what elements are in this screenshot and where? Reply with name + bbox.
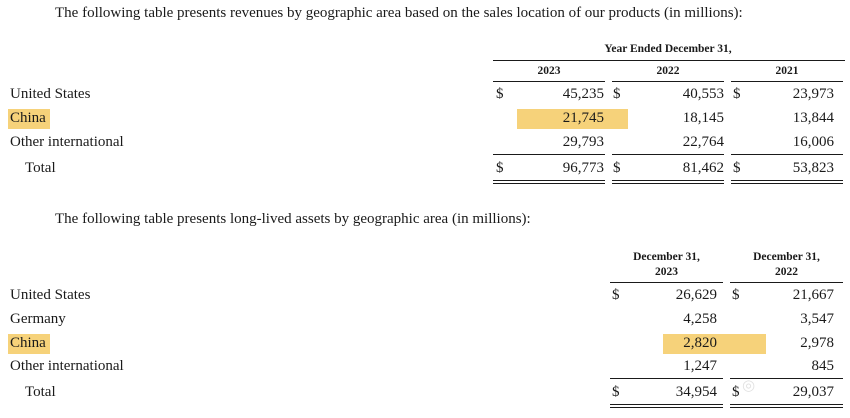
col-rule — [610, 282, 723, 283]
row-label-china: China — [10, 110, 46, 126]
total-value: 34,954 — [675, 384, 717, 400]
watermark-icon: ◎ — [742, 376, 756, 394]
total-double-rule — [612, 180, 724, 184]
cell-value: 26,629 — [675, 287, 717, 303]
cell-value: 18,145 — [682, 110, 724, 126]
col-header-2022: 2022 — [656, 65, 680, 77]
row-label-total: Total — [25, 160, 56, 176]
cell-value: 2,820 — [683, 335, 717, 351]
currency-symbol: $ — [496, 160, 504, 176]
total-value: 96,773 — [562, 160, 604, 176]
currency-symbol: $ — [613, 86, 621, 102]
cell-value: 845 — [811, 358, 834, 374]
currency-symbol: $ — [732, 287, 740, 303]
total-double-rule — [730, 404, 843, 408]
currency-symbol: $ — [613, 160, 621, 176]
col-header-dec-2023-line1: December 31, — [633, 251, 700, 263]
cell-value: 2,978 — [800, 335, 834, 351]
cell-value: 4,258 — [683, 311, 717, 327]
cell-value: 21,745 — [562, 110, 604, 126]
row-label-other-international: Other international — [10, 134, 124, 150]
header-rule — [493, 60, 845, 61]
total-double-rule — [610, 404, 723, 408]
col-rule — [730, 282, 843, 283]
currency-symbol: $ — [496, 86, 504, 102]
cell-value: 13,844 — [792, 110, 834, 126]
total-double-rule — [731, 180, 843, 184]
assets-table-intro: The following table presents long-lived assets by geographic area (in millions): — [55, 211, 531, 227]
col-header-dec-2023-line2: 2023 — [655, 266, 678, 278]
row-label-united-states: United States — [10, 287, 91, 303]
total-value: 29,037 — [792, 384, 834, 400]
row-label-other-international: Other international — [10, 358, 124, 374]
row-label-china: China — [10, 335, 46, 351]
currency-symbol: $ — [733, 160, 741, 176]
row-label-germany: Germany — [10, 311, 66, 327]
subtotal-rule — [731, 154, 843, 155]
col-rule — [612, 81, 724, 82]
currency-symbol: $ — [732, 384, 740, 400]
cell-value: 40,553 — [682, 86, 724, 102]
col-rule — [493, 81, 605, 82]
subtotal-rule — [610, 378, 723, 379]
cell-value: 22,764 — [682, 134, 724, 150]
row-label-total: Total — [25, 384, 56, 400]
revenue-table-intro: The following table presents revenues by geographic area based on the sales location of our products (in millions): — [55, 5, 743, 21]
subtotal-rule — [612, 154, 724, 155]
col-header-2023: 2023 — [537, 65, 561, 77]
subtotal-rule — [493, 154, 605, 155]
currency-symbol: $ — [733, 86, 741, 102]
row-label-united-states: United States — [10, 86, 91, 102]
col-header-2021: 2021 — [775, 65, 799, 77]
total-value: 81,462 — [682, 160, 724, 176]
cell-value: 16,006 — [792, 134, 834, 150]
col-header-dec-2022-line1: December 31, — [753, 251, 820, 263]
total-value: 53,823 — [792, 160, 834, 176]
currency-symbol: $ — [612, 287, 620, 303]
col-rule — [731, 81, 843, 82]
cell-value: 3,547 — [800, 311, 834, 327]
cell-value: 45,235 — [562, 86, 604, 102]
cell-value: 21,667 — [792, 287, 834, 303]
col-header-dec-2022-line2: 2022 — [775, 266, 798, 278]
cell-value: 23,973 — [792, 86, 834, 102]
total-double-rule — [493, 180, 605, 184]
cell-value: 1,247 — [683, 358, 717, 374]
year-ended-header: Year Ended December 31, — [604, 43, 732, 55]
cell-value: 29,793 — [562, 134, 604, 150]
currency-symbol: $ — [612, 384, 620, 400]
